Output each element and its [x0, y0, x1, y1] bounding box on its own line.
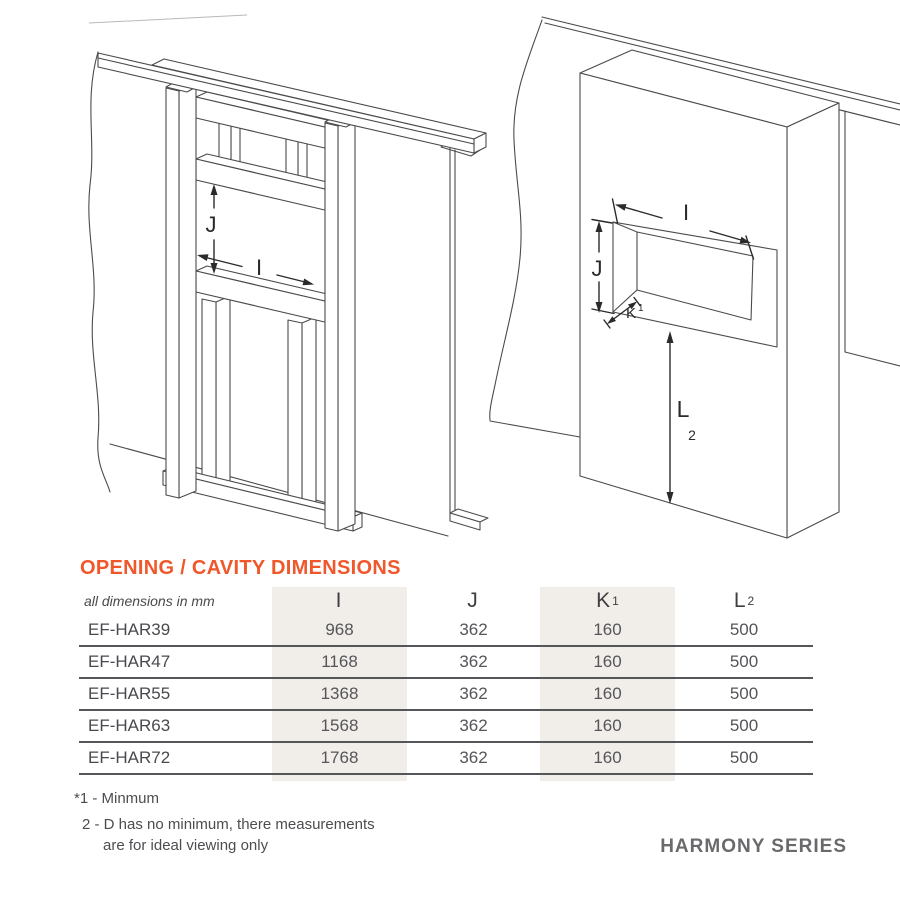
value-k: 160 — [593, 748, 622, 767]
footnote-2: 2 - D has no minimum, there measurements — [82, 816, 375, 833]
value-j: 362 — [459, 620, 488, 639]
value-k: 160 — [593, 620, 622, 639]
bottom-clearance-label: L — [676, 396, 690, 422]
cavity-depth-sup: 1 — [638, 303, 644, 314]
model-name: EF-HAR72 — [88, 748, 171, 767]
value-j: 362 — [459, 684, 488, 703]
stud-left — [166, 82, 196, 498]
stud-lower-2 — [302, 317, 316, 511]
table-row — [79, 743, 813, 775]
value-l: 500 — [729, 748, 759, 767]
value-l: 500 — [729, 684, 759, 703]
value-k: 160 — [593, 684, 622, 703]
cavity-height-label: J — [591, 256, 603, 281]
stud-right — [325, 117, 355, 531]
value-l: 500 — [729, 620, 759, 639]
series-label: HARMONY SERIES — [660, 836, 847, 857]
cavity-width-label: I — [682, 200, 690, 225]
value-l: 500 — [729, 652, 759, 671]
table-header-row — [79, 587, 813, 615]
value-k: 160 — [593, 716, 622, 735]
footnote-1: *1 - Minmum — [74, 790, 160, 807]
model-name: EF-HAR55 — [88, 684, 171, 703]
footnote-2-continued: are for ideal viewing only — [103, 837, 269, 854]
value-i: 1568 — [320, 716, 359, 735]
floor-line — [110, 444, 448, 536]
unit-note: all dimensions in mm — [84, 593, 215, 609]
frame-diagram — [89, 15, 488, 536]
column-header-k: K 1 — [596, 589, 619, 612]
model-name: EF-HAR39 — [88, 620, 171, 639]
bottom-clearance-sub: 2 — [688, 427, 696, 443]
value-i: 1168 — [321, 652, 358, 671]
mid-rail — [196, 154, 340, 211]
table-row — [79, 647, 813, 679]
value-k: 160 — [593, 652, 622, 671]
column-header-i: I — [335, 589, 342, 612]
column-header-j: J — [467, 589, 478, 612]
value-j: 362 — [459, 652, 488, 671]
value-l: 500 — [729, 716, 759, 735]
table-row — [79, 679, 813, 711]
torn-edge-left — [89, 52, 110, 492]
column-header-l: L 2 — [733, 589, 755, 612]
value-i: 968 — [325, 620, 354, 639]
dimensions-table — [79, 587, 813, 781]
value-j: 362 — [459, 748, 488, 767]
cavity-diagram — [490, 17, 900, 538]
model-name: EF-HAR47 — [88, 652, 171, 671]
value-j: 362 — [459, 716, 488, 735]
model-name: EF-HAR63 — [88, 716, 171, 735]
wall-edge-right — [441, 142, 488, 530]
stud-lower-1 — [216, 296, 230, 488]
frame-width-label: I — [255, 255, 263, 280]
torn-edge-right — [490, 20, 542, 420]
value-i: 1768 — [320, 748, 359, 767]
section-title: OPENING / CAVITY DIMENSIONS — [80, 557, 401, 579]
cavity-depth-label: K — [626, 305, 637, 322]
table-row — [79, 615, 813, 647]
value-i: 1368 — [320, 684, 359, 703]
table-row — [79, 711, 813, 743]
frame-height-label: J — [205, 212, 217, 237]
